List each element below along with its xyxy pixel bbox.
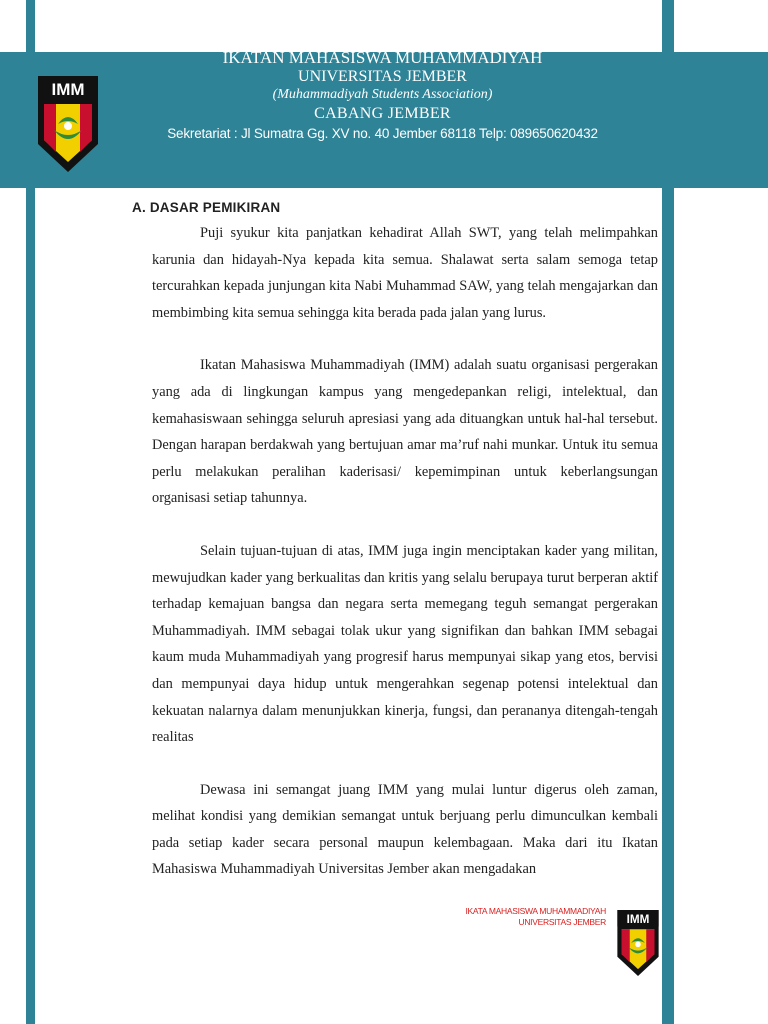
footer-imm-logo [616, 903, 660, 983]
footer-line-1: IKATA MAHASISWA MUHAMMADIYAH [465, 906, 606, 916]
footer-imm-shield-icon [616, 903, 660, 983]
logo-label: IMM [51, 80, 85, 99]
organization-name: IKATAN MAHASISWA MUHAMMADIYAH [222, 48, 543, 67]
paragraph-2: Ikatan Mahasiswa Muhammadiyah (IMM) adalah suatu organisasi pergerakan yang ada di lingkungan kampus yang mengedepankan religi, intelektual, dan kemahasiswaan sehingga seluruh apresiasi yang ada dituangkan untuk hal-hal tersebut. Dengan harapan berdakwah yang bertujuan amar ma’ruf nahi munkar. Untuk itu semua perlu melakukan peralihan kaderisasi/ kepemimpinan untuk keberlangsungan organisasi setiap tahunnya. [152, 357, 658, 507]
letterhead-text [110, 48, 655, 142]
organization-subtitle: (Muhammadiyah Students Association) [272, 86, 493, 102]
branch-name: CABANG JEMBER [314, 105, 451, 123]
section-heading: A. DASAR PEMIKIRAN [132, 200, 281, 215]
paragraph-3: Selain tujuan-tujuan di atas, IMM juga ingin menciptakan kader yang militan, mewujudkan kader yang berkualitas dan kritis yang selalu berupaya turut berperan aktif terhadap kemajuan bangsa dan negara serta memegang teguh semangat pergerakan Muhammadiyah. IMM sebagai tolak ukur yang signifikan dan bahkan IMM sebagai kaum muda Muhammadiyah yang progresif harus mempunyai sikap yang etos, bervisi dan mempunyai daya hidup untuk mengerahkan segenap potensi intelektual dan kekuatan nalarnya dalam menunjukkan kinerja, fungsi, dan perananya ditengah-tengah realitas [152, 542, 658, 746]
imm-shield-icon [36, 74, 100, 174]
secretariat-address: Sekretariat : Jl Sumatra Gg. XV no. 40 Jember 68118 Telp: 089650620432 [167, 126, 598, 142]
document-body [132, 196, 658, 883]
paragraph-1: Puji syukur kita panjatkan kehadirat Allah SWT, yang telah melimpahkan karunia dan hidayah-Nya kepada kita semua. Shalawat serta salam semoga tetap tercurahkan kepada junjungan kita Nabi Muhammad SAW, yang telah mengajarkan dan membimbing kita semua sehingga kita berada pada jalan yang lurus. [152, 225, 658, 321]
footer-line-2: UNIVERSITAS JEMBER [518, 917, 606, 927]
paragraph-4: Dewasa ini semangat juang IMM yang mulai luntur digerus oleh zaman, melihat kondisi yang demikian semangat untuk berjuang perlu dimunculkan kembali pada setiap kader secara personal maupun kelembagaan. Maka dari itu Ikatan Mahasiswa Muhammadiyah Universitas Jember akan mengadakan [152, 781, 658, 878]
footer-organization [410, 906, 606, 928]
footer-logo-label: IMM [626, 913, 650, 927]
university-name: UNIVERSITAS JEMBER [298, 67, 467, 85]
imm-logo [36, 74, 100, 174]
